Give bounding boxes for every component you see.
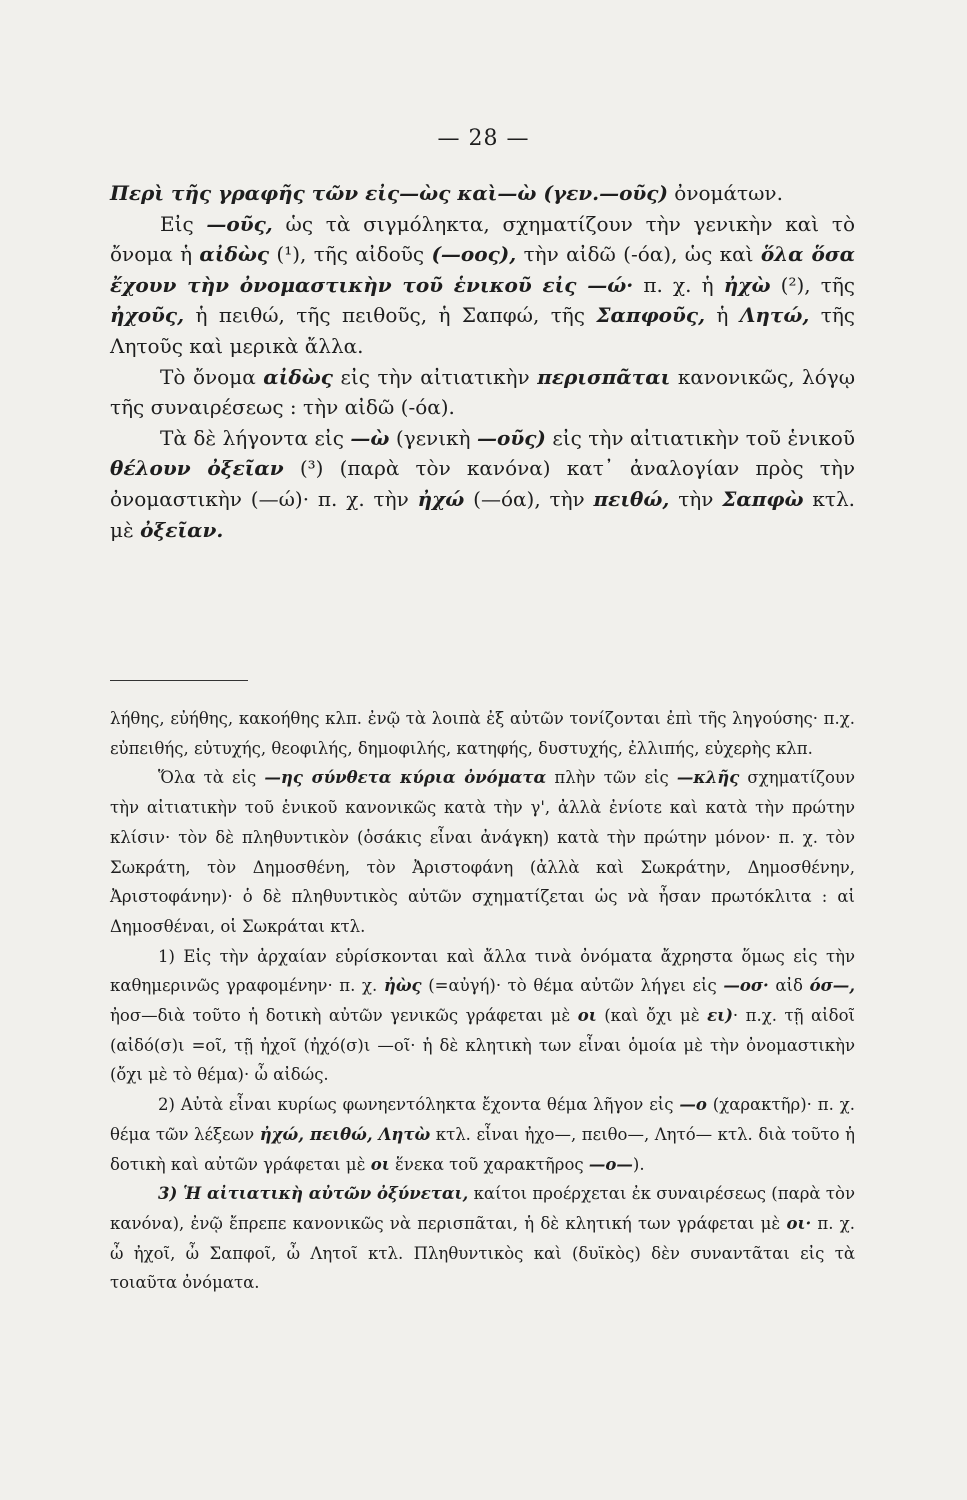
footnotes	[110, 704, 855, 1298]
text-run: Εἰς	[160, 211, 207, 236]
text-run: · π.χ. τῇ αἰδοῖ (αἰδό(σ)ι =οῖ, τῇ ἠχοῖ (ἠχό(σ)ι —οῖ· ἡ δὲ κλητικὴ των εἶναι ὁμοία μὲ τὴν ὀνομαστικὴν (ὄχι μὲ τὸ θέμα)· ὦ αἰδώς.	[110, 1006, 855, 1085]
emphasis: —κλῆς	[676, 768, 740, 788]
text-run: σχηματίζουν τὴν αἰτιατικὴν τοῦ ἑνικοῦ κανονικῶς κατὰ τὴν γ', ἀλλὰ ἐνίοτε καὶ κατὰ τὴν πρώτην κλίσιν· τὸν δὲ πληθυντικὸν (ὁσάκις εἶναι ἀνάγκη) κατὰ τὴν πρώτην μόνον· π. χ. τὸν Σωκράτη, τὸν Δημοσθένη, τὸν Ἀριστοφάνη (ἀλλὰ καὶ Σωκράτην, Δημοσθένην, Ἀριστοφάνην)· ὁ δὲ πληθυντικὸς αὐτῶν σχηματίζεται ὡς νὰ ἦσαν πρωτόκλιτα : αἱ Δημοσθέναι, οἱ Σωκράται κτλ.	[110, 768, 855, 936]
footnote-continuation	[110, 704, 855, 763]
heading-title: Περὶ τῆς γραφῆς τῶν εἰς—ὼς καὶ—ὼ (γεν.—οῦς)	[110, 181, 668, 205]
text-run: Ὅλα τὰ εἰς	[158, 768, 265, 788]
text-run: τῆς Λητοῦς καὶ μερικὰ ἄλλα.	[110, 303, 856, 358]
emphasis: αἰδὼς	[199, 242, 270, 267]
paragraph-2	[110, 362, 855, 423]
text-run: (γενικὴ	[389, 425, 478, 450]
heading-rest: ὀνομάτων.	[667, 181, 783, 205]
text-run: λήθης, εὐήθης, κακοήθης κλπ. ἐνῷ τὰ λοιπὰ ἐξ αὐτῶν τονίζονται ἐπὶ τῆς ληγούσης· π.χ. εὐπειθής, εὐτυχής, θεοφιλής, δημοφιλής, κατηφής, δυστυχής, ἐλλιπής, εὐχερὴς κλπ.	[110, 709, 855, 758]
text-run: ).	[632, 1154, 645, 1174]
text-run: ἡ	[705, 303, 740, 328]
footnote-2	[110, 1090, 855, 1179]
text-run: (¹), τῆς αἰδοῦς	[269, 242, 432, 267]
text-run: ἡ πειθώ, τῆς πειθοῦς, ἡ Σαπφώ, τῆς	[184, 303, 597, 328]
text-run: καίτοι προέρχεται ἐκ συναιρέσεως (παρὰ τὸν κανόνα), ἐνῷ ἔπρεπε κανονικῶς νὰ περισπᾶται, ἡ δὲ κλητική των γράφεται μὲ	[110, 1184, 856, 1233]
footnote-3	[110, 1179, 855, 1298]
emphasis: ἠχοῦς,	[110, 303, 185, 328]
emphasis: —ης σύνθετα κύρια ὀνόματα	[264, 768, 547, 788]
text-run: εἰς τὴν αἰτιατικὴν	[332, 364, 538, 389]
text-run: 1) Εἰς τὴν ἀρχαίαν εὑρίσκονται καὶ ἄλλα τινὰ ὀνόματα ἄχρηστα ὅμως εἰς τὴν καθημερινῶς γραφομένην· π. χ.	[110, 946, 855, 996]
text-run: (=αὐγή)· τὸ θέμα αὐτῶν λήγει εἰς	[421, 976, 724, 996]
text-run: (—όα), τὴν	[464, 486, 594, 511]
emphasis: ὀξεῖαν.	[140, 517, 224, 542]
emphasis: Λητώ,	[739, 303, 810, 328]
footnote-divider	[110, 680, 248, 681]
text-run: κανονικῶς, λόγῳ τῆς συναιρέσεως : τὴν αἰδῶ (-όα).	[110, 364, 855, 420]
text-run: Τὸ ὄνομα	[160, 364, 264, 389]
emphasis: πειθώ,	[593, 486, 670, 511]
text-run: ἠοσ—διὰ τοῦτο ἡ δοτικὴ αὐτῶν γενικῶς γράφεται μὲ	[110, 1006, 578, 1026]
text-run: εἰς τὴν αἰτιατικὴν τοῦ ἑνικοῦ	[545, 425, 855, 450]
emphasis: περισπᾶται	[537, 364, 671, 389]
text-run: πλὴν τῶν εἰς	[546, 768, 677, 788]
paragraph-3	[110, 423, 855, 545]
text-run: (³) (παρὰ τὸν κανόνα) κατ᾽ ἀναλογίαν πρὸς τὴν ὀνομαστικὴν (—ώ)· π. χ. τὴν	[110, 456, 855, 511]
emphasis: ει)	[707, 1006, 733, 1026]
emphasis: ἠχὼ	[723, 272, 771, 297]
text-run: κτλ. μὲ	[110, 486, 855, 542]
text-run: αἰδ	[768, 976, 810, 996]
emphasis: —οῦς,	[206, 211, 273, 236]
emphasis: θέλουν ὀξεῖαν	[110, 456, 284, 481]
paragraph-1	[110, 209, 855, 362]
emphasis: 3) Ἡ αἰτιατικὴ αὐτῶν ὀξύνεται,	[158, 1184, 469, 1204]
emphasis: ὅλα ὅσα ἔχουν τὴν ὀνομαστικὴν τοῦ ἑνικοῦ εἰς —ώ·	[110, 242, 855, 297]
text-run: κτλ. εἶναι ἠχο—, πειθο—, Λητό— κτλ. διὰ τοῦτο ἡ δοτικὴ καὶ αὐτῶν γράφεται μὲ	[110, 1124, 855, 1174]
text-run: (καὶ ὄχι μὲ	[596, 1006, 708, 1026]
text-run: 2) Αὐτὰ εἶναι κυρίως φωνηεντόληκτα ἔχοντα θέμα λῆγον εἰς	[158, 1095, 680, 1115]
text-run: τὴν	[669, 486, 723, 511]
text-run: π. χ. ὦ ἠχοῖ, ὦ Σαπφοῖ, ὦ Λητοῖ κτλ. Πληθυντικὸς καὶ (δυϊκὸς) δὲν συναντᾶται εἰς τὰ τοιαῦτα ὀνόματα.	[110, 1213, 855, 1293]
text-run: (²), τῆς	[770, 272, 856, 297]
emphasis: ἠχώ	[417, 486, 465, 511]
emphasis: ἠχώ, πειθώ, Λητὼ	[259, 1124, 431, 1144]
emphasis: (—οος),	[431, 242, 517, 267]
text-run: Τὰ δὲ λήγοντα εἰς	[160, 425, 351, 450]
text-run: τὴν αἰδῶ (-όα), ὡς καὶ	[516, 242, 761, 267]
text-run: ὡς τὰ σιγμόληκτα, σχηματίζουν τὴν γενικὴν καὶ τὸ ὄνομα ἡ	[110, 211, 855, 267]
text-run: π. χ. ἡ	[633, 272, 724, 297]
page-number: — 28 —	[437, 126, 530, 151]
footnote-names	[110, 763, 855, 941]
emphasis: ἠὼς	[383, 976, 422, 996]
emphasis: Σαπφοῦς,	[596, 303, 706, 328]
emphasis: οι	[577, 1006, 597, 1026]
emphasis: —οῦς)	[477, 425, 546, 450]
text-run: (χαρακτῆρ)· π. χ. θέμα τῶν λέξεων	[110, 1095, 855, 1144]
section-heading	[110, 178, 855, 209]
emphasis: Σαπφὼ	[722, 486, 804, 511]
emphasis: —οσ·	[723, 976, 769, 996]
emphasis: όσ—,	[809, 976, 855, 996]
emphasis: οι	[370, 1154, 390, 1174]
text-run: ἕνεκα τοῦ χαρακτῆρος	[389, 1154, 589, 1174]
emphasis: —ο	[679, 1095, 707, 1115]
main-text	[110, 178, 855, 545]
emphasis: οι·	[786, 1213, 812, 1233]
emphasis: —ὼ	[350, 425, 390, 450]
footnote-1	[110, 942, 855, 1091]
emphasis: αἰδὼς	[263, 364, 333, 389]
emphasis: —ο—	[588, 1154, 633, 1174]
